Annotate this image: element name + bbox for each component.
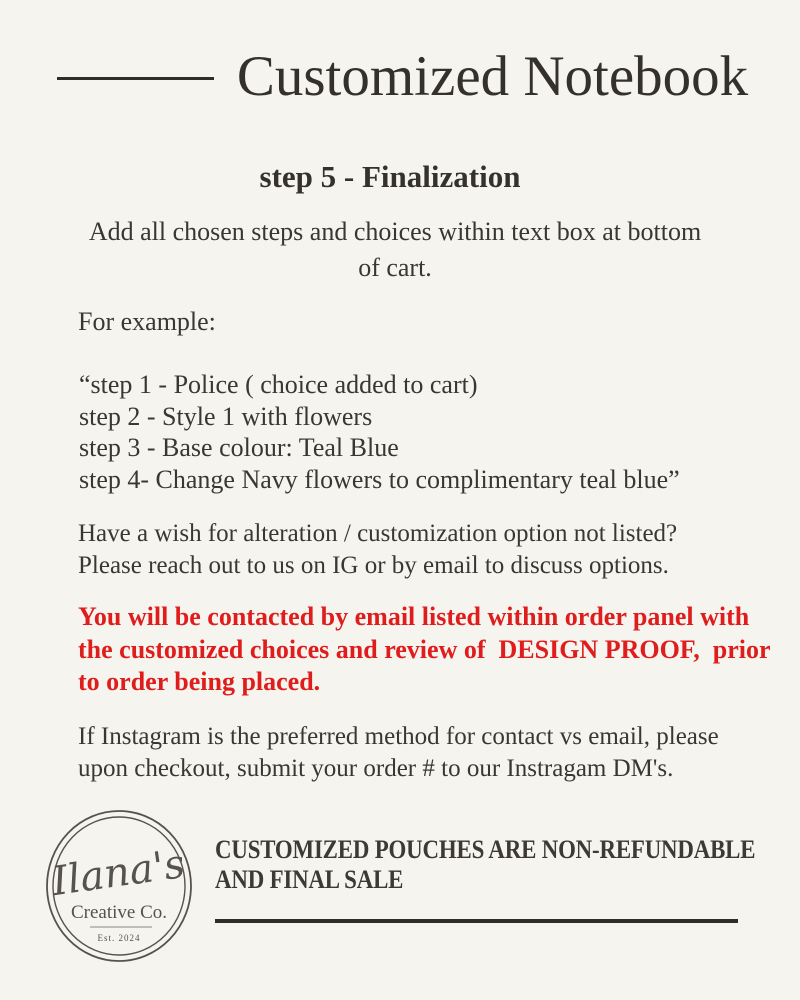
disclaimer-line: AND FINAL SALE xyxy=(215,865,404,894)
wish-line: Have a wish for alteration / customization option not listed? xyxy=(78,520,678,547)
logo-subtitle: Creative Co. xyxy=(70,902,168,923)
example-item: step 3 - Base colour: Teal Blue xyxy=(79,433,399,462)
step-description-line: of cart. xyxy=(358,253,432,282)
page-title: Customized Notebook xyxy=(236,45,749,108)
example-item: “step 1 - Police ( choice added to cart) xyxy=(79,370,478,399)
example-label: For example: xyxy=(78,307,216,336)
notice-line: the customized choices and review of DESIGN PROOF, prior xyxy=(78,634,771,664)
footer-rule-line xyxy=(215,919,738,923)
disclaimer-line: CUSTOMIZED POUCHES ARE NON-REFUNDABLE xyxy=(215,835,756,864)
step-description-line: Add all chosen steps and choices within text box at bottom xyxy=(88,217,702,246)
example-item: step 2 - Style 1 with flowers xyxy=(79,401,373,431)
notice-line: You will be contacted by email listed within order panel with xyxy=(78,602,750,631)
notice-line: to order being placed. xyxy=(78,667,321,696)
example-list xyxy=(79,369,680,495)
brand-logo xyxy=(40,806,198,964)
logo-name: Ilana's xyxy=(48,840,188,906)
step-heading: step 5 - Finalization xyxy=(259,159,521,194)
instagram-line: If Instagram is the preferred method for contact vs email, please xyxy=(78,723,719,750)
header-accent-line xyxy=(57,77,214,80)
design-proof-notice xyxy=(78,601,771,699)
customization-wish-note xyxy=(78,518,677,582)
step-description xyxy=(0,214,790,286)
example-item: step 4- Change Navy flowers to complimentary teal blue” xyxy=(79,464,680,494)
wish-line: Please reach out to us on IG or by email to discuss options. xyxy=(78,552,669,579)
non-refundable-disclaimer xyxy=(215,835,755,895)
instagram-line: upon checkout, submit your order # to our Instragam DM's. xyxy=(78,755,674,782)
instagram-contact-note xyxy=(78,721,719,785)
logo-established: Est. 2024 xyxy=(97,933,141,943)
